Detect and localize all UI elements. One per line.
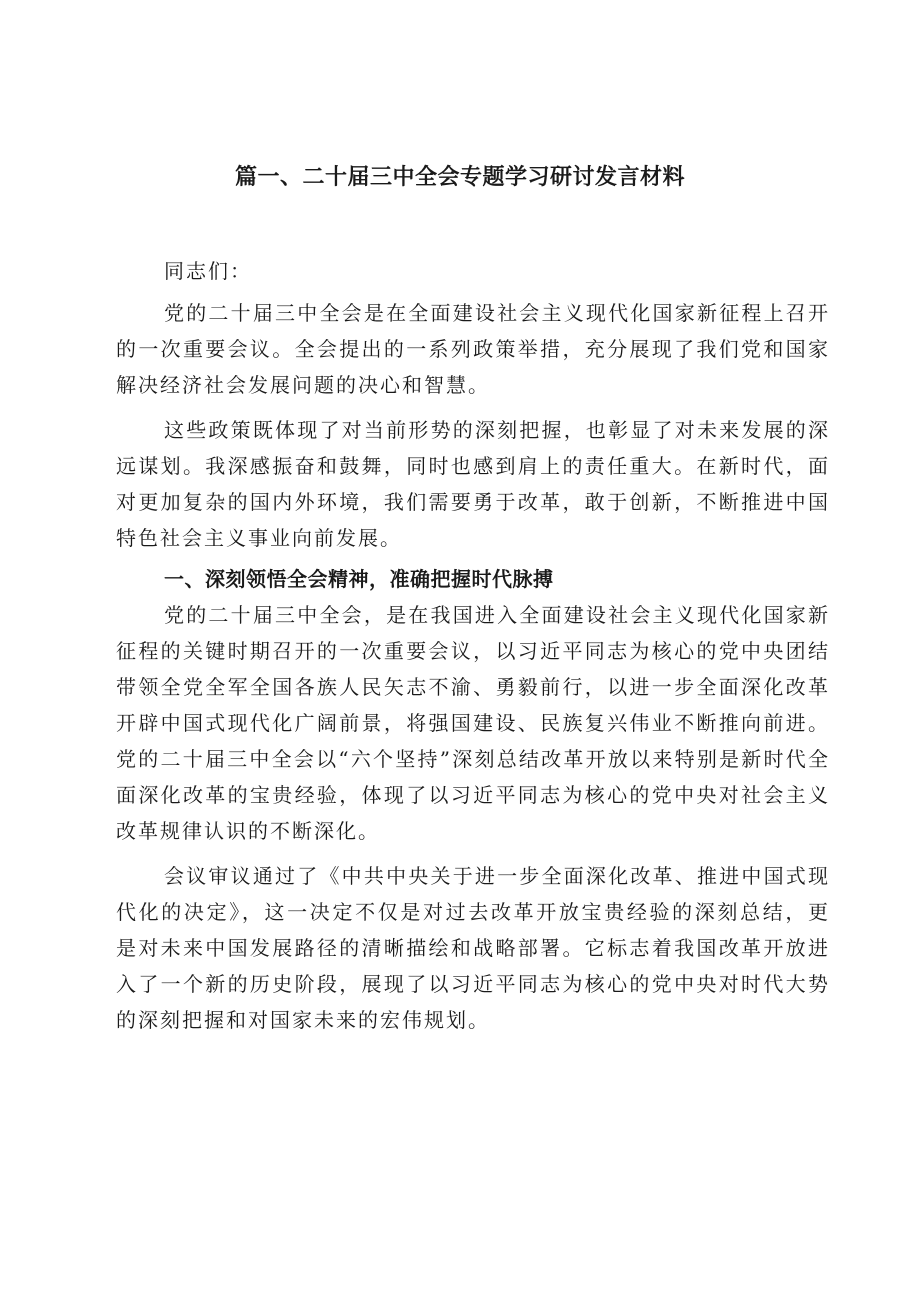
paragraph-2: 这些政策既体现了对当前形势的深刻把握，也彰显了对未来发展的深远谋划。我深感振奋和鼓舞，同时也感到肩上的责任重大。在新时代，面对更加复杂的国内外环境，我们需要勇于改革，敢于创新，不断推进中国特色社会主义事业向前发展。 [116, 418, 830, 550]
document-title: 篇一、二十届三中全会专题学习研讨发言材料 [234, 165, 685, 190]
section-paragraph-1: 党的二十届三中全会，是在我国进入全面建设社会主义现代化国家新征程的关键时期召开的一次重要会议，以习近平同志为核心的党中央团结带领全党全军全国各族人民矢志不渝、勇毅前行，以进一步全面深化改革开辟中国式现代化广阔前景，将强国建设、民族复兴伟业不断推向前进。党的二十届三中全会以“六个坚持”深刻总结改革开放以来特别是新时代全面深化改革的宝贵经验，体现了以习近平同志为核心的党中央对社会主义改革规律认识的不断深化。 [116, 603, 830, 843]
section-paragraph-2: 会议审议通过了《中共中央关于进一步全面深化改革、推进中国式现代化的决定》，这一决定不仅是对过去改革开放宝贵经验的深刻总结，更是对未来中国发展路径的清晰描绘和战略部署。它标志着我国改革开放进入了一个新的历史阶段，展现了以习近平同志为核心的党中央对时代大势的深刻把握和对国家未来的宏伟规划。 [116, 864, 830, 1032]
section-heading: 一、深刻领悟全会精神，准确把握时代脉搏 [164, 567, 554, 591]
salutation: 同志们： [164, 259, 252, 283]
paragraph-1: 党的二十届三中全会是在全面建设社会主义现代化国家新征程上召开的一次重要会议。全会提出的一系列政策举措，充分展现了我们党和国家解决经济社会发展问题的决心和智慧。 [116, 301, 830, 397]
document-body [116, 253, 830, 1038]
